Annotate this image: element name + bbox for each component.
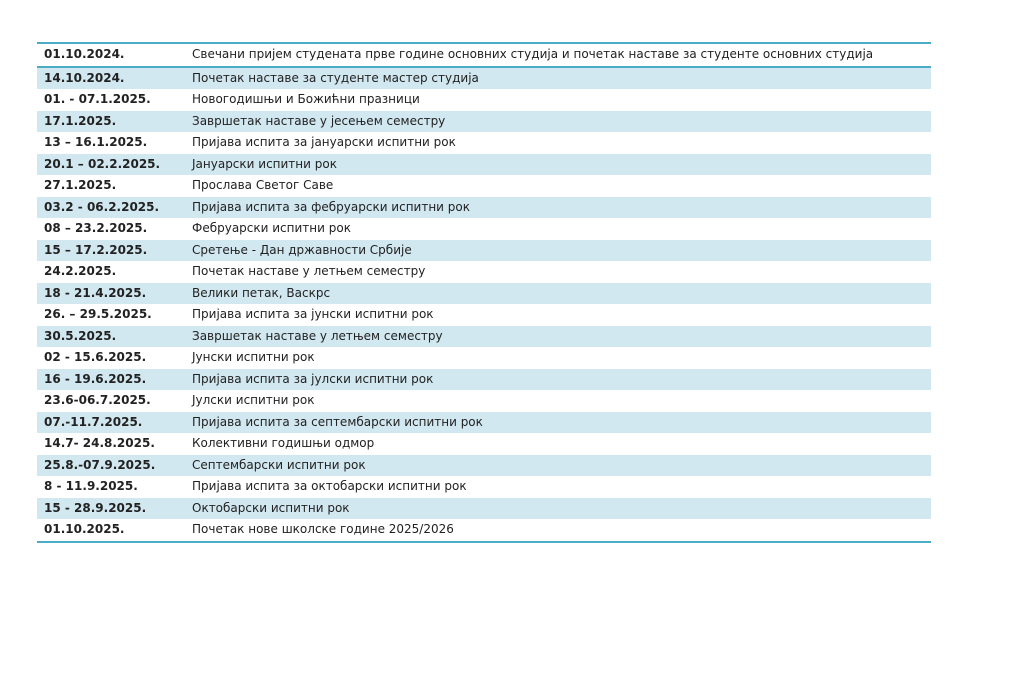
- date-cell: 8 - 11.9.2025.: [44, 479, 138, 493]
- event-cell: Свечани пријем студената прве године основних студија и почетак наставе за студенте основних студија: [185, 43, 931, 67]
- table-row: [37, 304, 931, 326]
- event-cell: Завршетак наставе у јесењем семестру: [185, 111, 931, 133]
- table-row: [37, 261, 931, 283]
- date-cell: 23.6-06.7.2025.: [44, 393, 151, 407]
- table-row: [37, 89, 931, 111]
- event-cell: Пријава испита за септембарски испитни рок: [185, 412, 931, 434]
- table-row: [37, 369, 931, 391]
- event-cell: Пријава испита за октобарски испитни рок: [192, 479, 467, 493]
- date-cell: 27.1.2025.: [44, 178, 117, 192]
- table-row: [37, 412, 931, 434]
- table-row: [37, 43, 931, 67]
- date-cell: 01.10.2024.: [37, 43, 185, 67]
- event-cell: Новогодишњи и Божићни празници: [192, 92, 420, 106]
- date-cell: 13 – 16.1.2025.: [44, 135, 148, 149]
- table-row: [37, 519, 931, 542]
- date-cell: 24.2.2025.: [44, 264, 117, 278]
- date-cell: 16 - 19.6.2025.: [37, 369, 185, 391]
- table-row: [37, 347, 931, 369]
- event-cell: Велики петак, Васкрс: [185, 283, 931, 305]
- event-cell: Колективни годишњи одмор: [192, 436, 375, 450]
- event-cell: Прослава Светог Саве: [192, 178, 334, 192]
- table-row: [37, 283, 931, 305]
- date-cell: 17.1.2025.: [37, 111, 185, 133]
- date-cell: 01.10.2025.: [44, 522, 125, 536]
- table-row: [37, 433, 931, 455]
- table-row: [37, 218, 931, 240]
- table-row: [37, 476, 931, 498]
- event-cell: Завршетак наставе у летњем семестру: [185, 326, 931, 348]
- event-cell: Почетак наставе за студенте мастер студија: [185, 67, 931, 90]
- table-row: [37, 197, 931, 219]
- event-cell: Јануарски испитни рок: [185, 154, 931, 176]
- date-cell: 26. – 29.5.2025.: [44, 307, 152, 321]
- event-cell: Фебруарски испитни рок: [192, 221, 351, 235]
- table-row: [37, 240, 931, 262]
- event-cell: Пријава испита за јунски испитни рок: [192, 307, 434, 321]
- date-cell: 07.-11.7.2025.: [37, 412, 185, 434]
- table-row: [37, 132, 931, 154]
- event-cell: Јулски испитни рок: [192, 393, 315, 407]
- date-cell: 18 - 21.4.2025.: [37, 283, 185, 305]
- calendar-body: [37, 43, 931, 542]
- table-row: [37, 175, 931, 197]
- table-row: [37, 498, 931, 520]
- table-row: [37, 111, 931, 133]
- date-cell: 08 – 23.2.2025.: [44, 221, 148, 235]
- table-row: [37, 154, 931, 176]
- event-cell: Почетак нове школске године 2025/2026: [192, 522, 454, 536]
- table-row: [37, 326, 931, 348]
- date-cell: 03.2 - 06.2.2025.: [37, 197, 185, 219]
- event-cell: Сретење - Дан државности Србије: [185, 240, 931, 262]
- event-cell: Јунски испитни рок: [192, 350, 315, 364]
- table-row: [37, 390, 931, 412]
- table-row: [37, 455, 931, 477]
- event-cell: Пријава испита за фебруарски испитни рок: [185, 197, 931, 219]
- date-cell: 01. - 07.1.2025.: [44, 92, 151, 106]
- event-cell: Пријава испита за јулски испитни рок: [185, 369, 931, 391]
- date-cell: 25.8.-07.9.2025.: [37, 455, 185, 477]
- academic-calendar-table: [37, 42, 931, 543]
- table-row: [37, 67, 931, 90]
- date-cell: 14.7- 24.8.2025.: [44, 436, 155, 450]
- event-cell: Почетак наставе у летњем семестру: [192, 264, 426, 278]
- date-cell: 02 - 15.6.2025.: [44, 350, 147, 364]
- date-cell: 15 - 28.9.2025.: [37, 498, 185, 520]
- date-cell: 20.1 – 02.2.2025.: [37, 154, 185, 176]
- date-cell: 15 – 17.2.2025.: [37, 240, 185, 262]
- event-cell: Пријава испита за јануарски испитни рок: [192, 135, 456, 149]
- event-cell: Октобарски испитни рок: [185, 498, 931, 520]
- event-cell: Септембарски испитни рок: [185, 455, 931, 477]
- date-cell: 14.10.2024.: [37, 67, 185, 90]
- date-cell: 30.5.2025.: [37, 326, 185, 348]
